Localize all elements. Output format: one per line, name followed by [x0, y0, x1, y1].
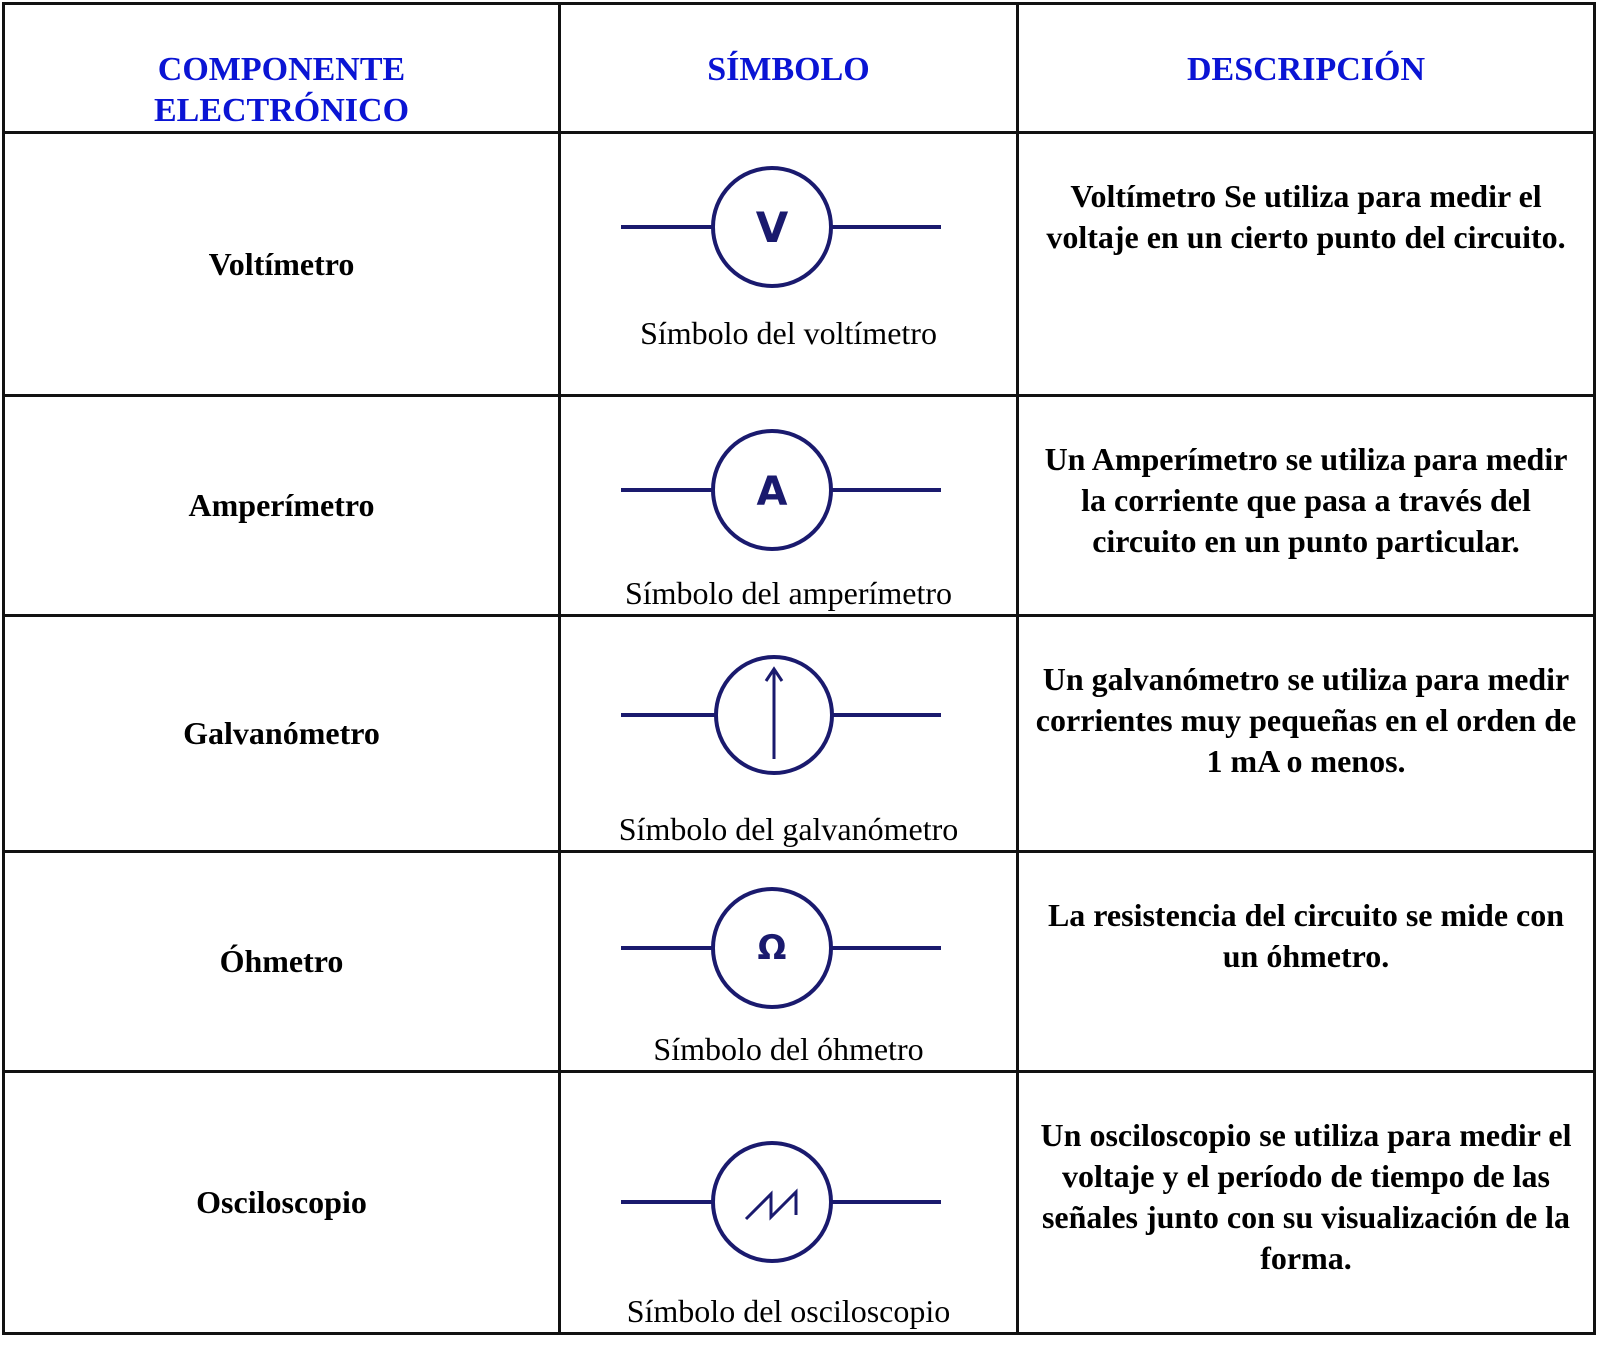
svg-text:Ω: Ω: [757, 928, 787, 968]
svg-text:A: A: [756, 469, 788, 515]
header-description: DESCRIPCIÓN: [1018, 4, 1595, 133]
description: Un Amperímetro se utiliza para medir la corriente que pasa a través del circuito en un punto particular.: [1018, 396, 1595, 616]
component-name: Voltímetro: [4, 133, 560, 396]
voltmeter-icon: [616, 162, 946, 292]
component-name: Galvanómetro: [4, 616, 560, 852]
table-row: [4, 616, 1595, 852]
description: Un galvanómetro se utiliza para medir corrientes muy pequeñas en el orden de 1 mA o menos.: [1018, 616, 1595, 852]
symbol-cell: [560, 133, 1018, 396]
component-name: Amperímetro: [4, 396, 560, 616]
table-row: [4, 396, 1595, 616]
description: Un osciloscopio se utiliza para medir el voltaje y el período de tiempo de las señales junto con su visualización de la forma.: [1018, 1072, 1595, 1334]
galvanometer-icon: [616, 647, 946, 787]
svg-text:V: V: [755, 203, 789, 252]
symbol-cell: [560, 396, 1018, 616]
oscilloscope-icon: [616, 1139, 946, 1269]
ammeter-icon: [616, 425, 946, 555]
symbol-caption: Símbolo del óhmetro: [653, 1031, 924, 1067]
component-name: Osciloscopio: [4, 1072, 560, 1334]
symbol-cell: [560, 1072, 1018, 1334]
table-row: [4, 133, 1595, 396]
header-row: [4, 4, 1595, 133]
header-symbol: SÍMBOLO: [560, 4, 1018, 133]
table-row: [4, 1072, 1595, 1334]
component-name: Óhmetro: [4, 852, 560, 1072]
table-row: [4, 852, 1595, 1072]
header-component: COMPONENTE ELECTRÓNICO: [4, 4, 560, 133]
symbol-caption: Símbolo del voltímetro: [640, 315, 937, 351]
ohmmeter-icon: [616, 883, 946, 1013]
symbol-caption: Símbolo del osciloscopio: [626, 1293, 951, 1329]
description: La resistencia del circuito se mide con un óhmetro.: [1018, 852, 1595, 1072]
symbol-cell: [560, 852, 1018, 1072]
symbol-caption: Símbolo del amperímetro: [624, 575, 953, 611]
description: Voltímetro Se utiliza para medir el voltaje en un cierto punto del circuito.: [1018, 133, 1595, 396]
symbol-caption: Símbolo del galvanómetro: [618, 811, 959, 847]
components-table: [2, 2, 1596, 1335]
symbol-cell: [560, 616, 1018, 852]
